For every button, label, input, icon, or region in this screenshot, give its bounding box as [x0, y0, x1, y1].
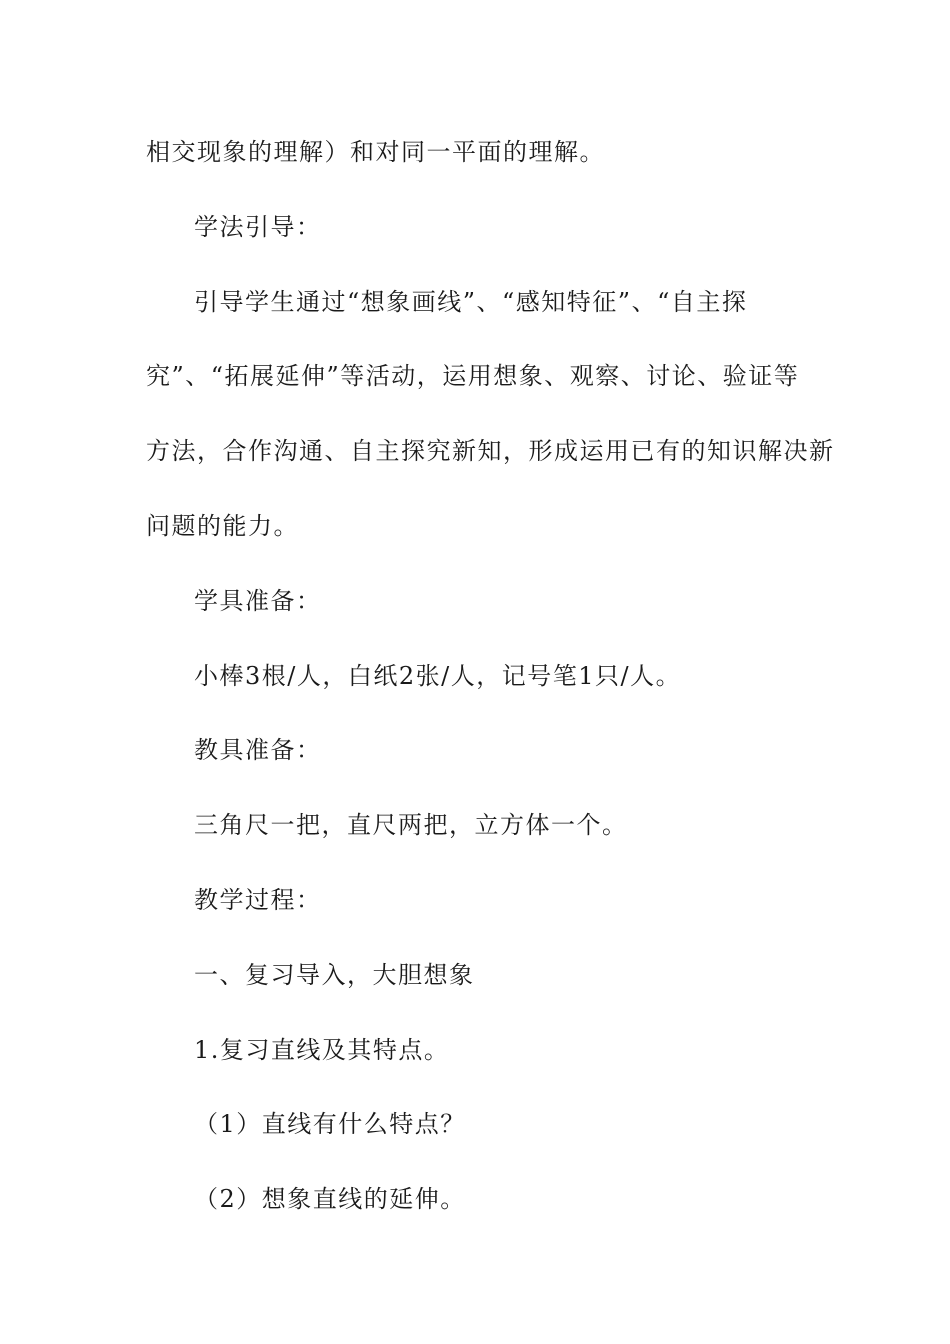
sub-item-2: （2）想象直线的延伸。: [194, 1185, 466, 1213]
paragraph-study-method-line-1: 引导学生通过“想象画线”、“感知特征”、“自主探: [194, 288, 748, 316]
heading-teacher-materials: 教具准备：: [194, 736, 322, 764]
paragraph-student-materials: 小棒3根/人，白纸2张/人，记号笔1只/人。: [194, 662, 682, 690]
paragraph-teacher-materials: 三角尺一把，直尺两把，立方体一个。: [194, 811, 628, 839]
paragraph-study-method-line-3: 方法，合作沟通、自主探究新知，形成运用已有的知识解决新: [146, 437, 835, 465]
paragraph-continuation: 相交现象的理解）和对同一平面的理解。: [146, 138, 605, 166]
paragraph-study-method-line-4: 问题的能力。: [146, 512, 299, 540]
list-item-1: 1.复习直线及其特点。: [194, 1036, 450, 1064]
heading-student-materials: 学具准备：: [194, 587, 322, 615]
heading-study-method: 学法引导：: [194, 213, 322, 241]
sub-item-1: （1）直线有什么特点？: [194, 1110, 466, 1138]
paragraph-study-method-line-2: 究”、“拓展延伸”等活动，运用想象、观察、讨论、验证等: [146, 362, 800, 390]
section-heading-1: 一、复习导入，大胆想象: [194, 961, 475, 989]
heading-teaching-process: 教学过程：: [194, 886, 322, 914]
